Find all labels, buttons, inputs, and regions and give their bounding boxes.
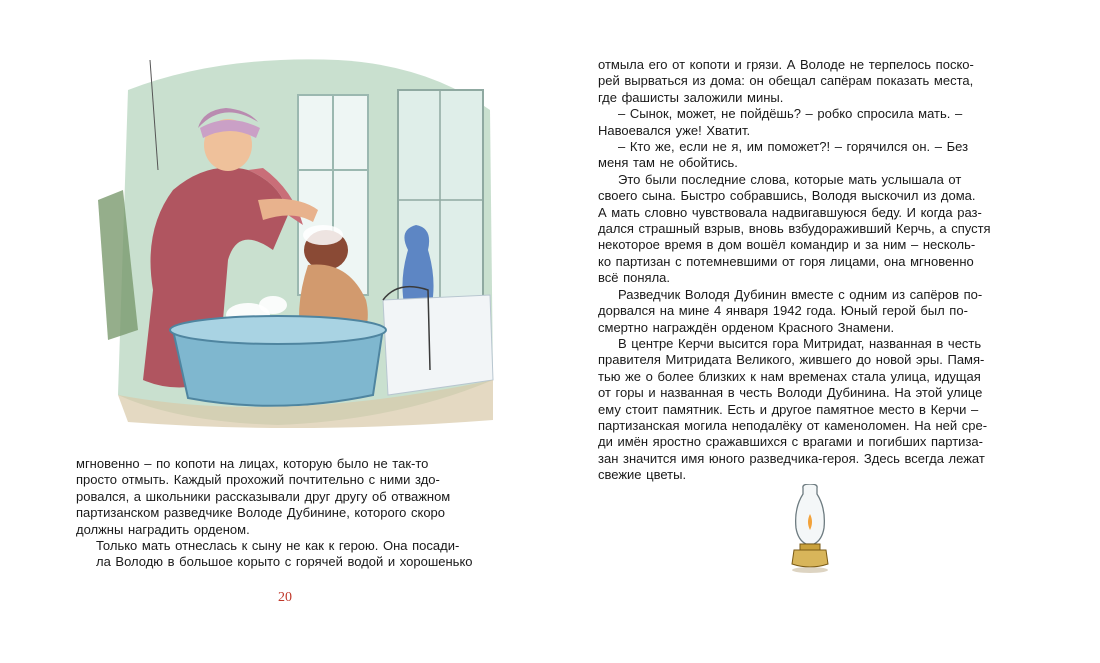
page-number: 20: [278, 590, 292, 605]
text-line: рей вырваться из дома: он обещал сапёрам показать места,: [598, 73, 974, 89]
right-paragraph: [598, 106, 1024, 139]
text-line: Разведчик Володя Дубинин вместе с одним из сапёров по-: [618, 286, 983, 302]
left-paragraph-2: [76, 538, 500, 571]
right-page-text: [598, 57, 1024, 484]
text-line: ди имён яростно сражавшихся с врагами и погибших партиза-: [598, 434, 983, 450]
text-line: некоторое время в дом вошёл командир и за ним – несколь-: [598, 237, 976, 253]
text-line: А мать словно чувствовала надвигавшуюся беду. И когда раз-: [598, 204, 982, 220]
text-line: партизанском разведчике Володе Дубинине, которого скоро: [76, 505, 446, 521]
text-line: зан значится имя юного разведчика-героя. Здесь всегда лежат: [598, 450, 985, 466]
left-page-text: [76, 456, 500, 571]
right-paragraph: [598, 287, 1024, 336]
text-line: В центре Керчи высится гора Митридат, названная в честь: [618, 335, 982, 351]
text-line: мгновенно – по копоти на лицах, которую было не так-то: [76, 456, 429, 471]
text-line: всё поняла.: [598, 270, 671, 286]
text-line: партизанская могила неподалёку от каменоломен. На ней сре-: [598, 417, 988, 433]
mother-washing-boy-illustration: [98, 50, 496, 435]
oil-lamp-icon: [788, 484, 832, 576]
left-paragraph-1: [76, 456, 500, 538]
text-line: ему стоит памятник. Есть и другое памятное место в Керчи –: [598, 401, 979, 417]
text-line: ла Володю в большое корыто с горячей водой и хорошенько: [96, 554, 473, 570]
text-line: своего сына. Быстро собравшись, Володя выскочил из дома.: [598, 188, 976, 204]
text-line: Только мать отнеслась к сыну не как к герою. Она посади-: [96, 538, 460, 554]
text-line: меня там не обойтись.: [598, 155, 738, 171]
right-paragraph: [598, 336, 1024, 484]
text-line: – Сынок, может, не пойдёшь? – робко спросила мать. –: [618, 106, 963, 122]
right-paragraph: [598, 57, 1024, 106]
text-line: должны наградить орденом.: [76, 521, 250, 537]
text-line: Навоевался уже! Хватит.: [598, 122, 751, 138]
text-line: просто отмыть. Каждый прохожий почтительно с ними здо-: [76, 472, 440, 488]
text-line: смертно награждён орденом Красного Знамени.: [598, 319, 895, 335]
text-line: – Кто же, если не я, им поможет?! – горячился он. – Без: [618, 139, 969, 155]
text-line: ко партизан с потемневшими от горя лицами, она мгновенно: [598, 253, 974, 269]
text-line: Это были последние слова, которые мать услышала от: [618, 171, 962, 187]
text-line: дорвался на мине 4 января 1942 года. Юный герой был по-: [598, 303, 968, 319]
text-line: правителя Митридата Великого, жившего до новой эры. Памя-: [598, 352, 985, 368]
text-line: свежие цветы.: [598, 467, 687, 483]
text-line: тью же о более близких к нам временах стала улица, идущая: [598, 368, 981, 384]
right-paragraph: [598, 172, 1024, 287]
text-line: отмыла его от копоти и грязи. А Володе не терпелось поско-: [598, 57, 974, 72]
text-line: дался страшный взрыв, вновь взбудораживший Керчь, а спустя: [598, 221, 991, 237]
right-paragraph: [598, 139, 1024, 172]
text-line: где фашисты заложили мины.: [598, 89, 784, 105]
text-line: ровался, а школьники рассказывали друг другу об отважном: [76, 488, 451, 504]
text-line: от горы и названная в честь Володи Дубинина. На этой улице: [598, 385, 983, 401]
